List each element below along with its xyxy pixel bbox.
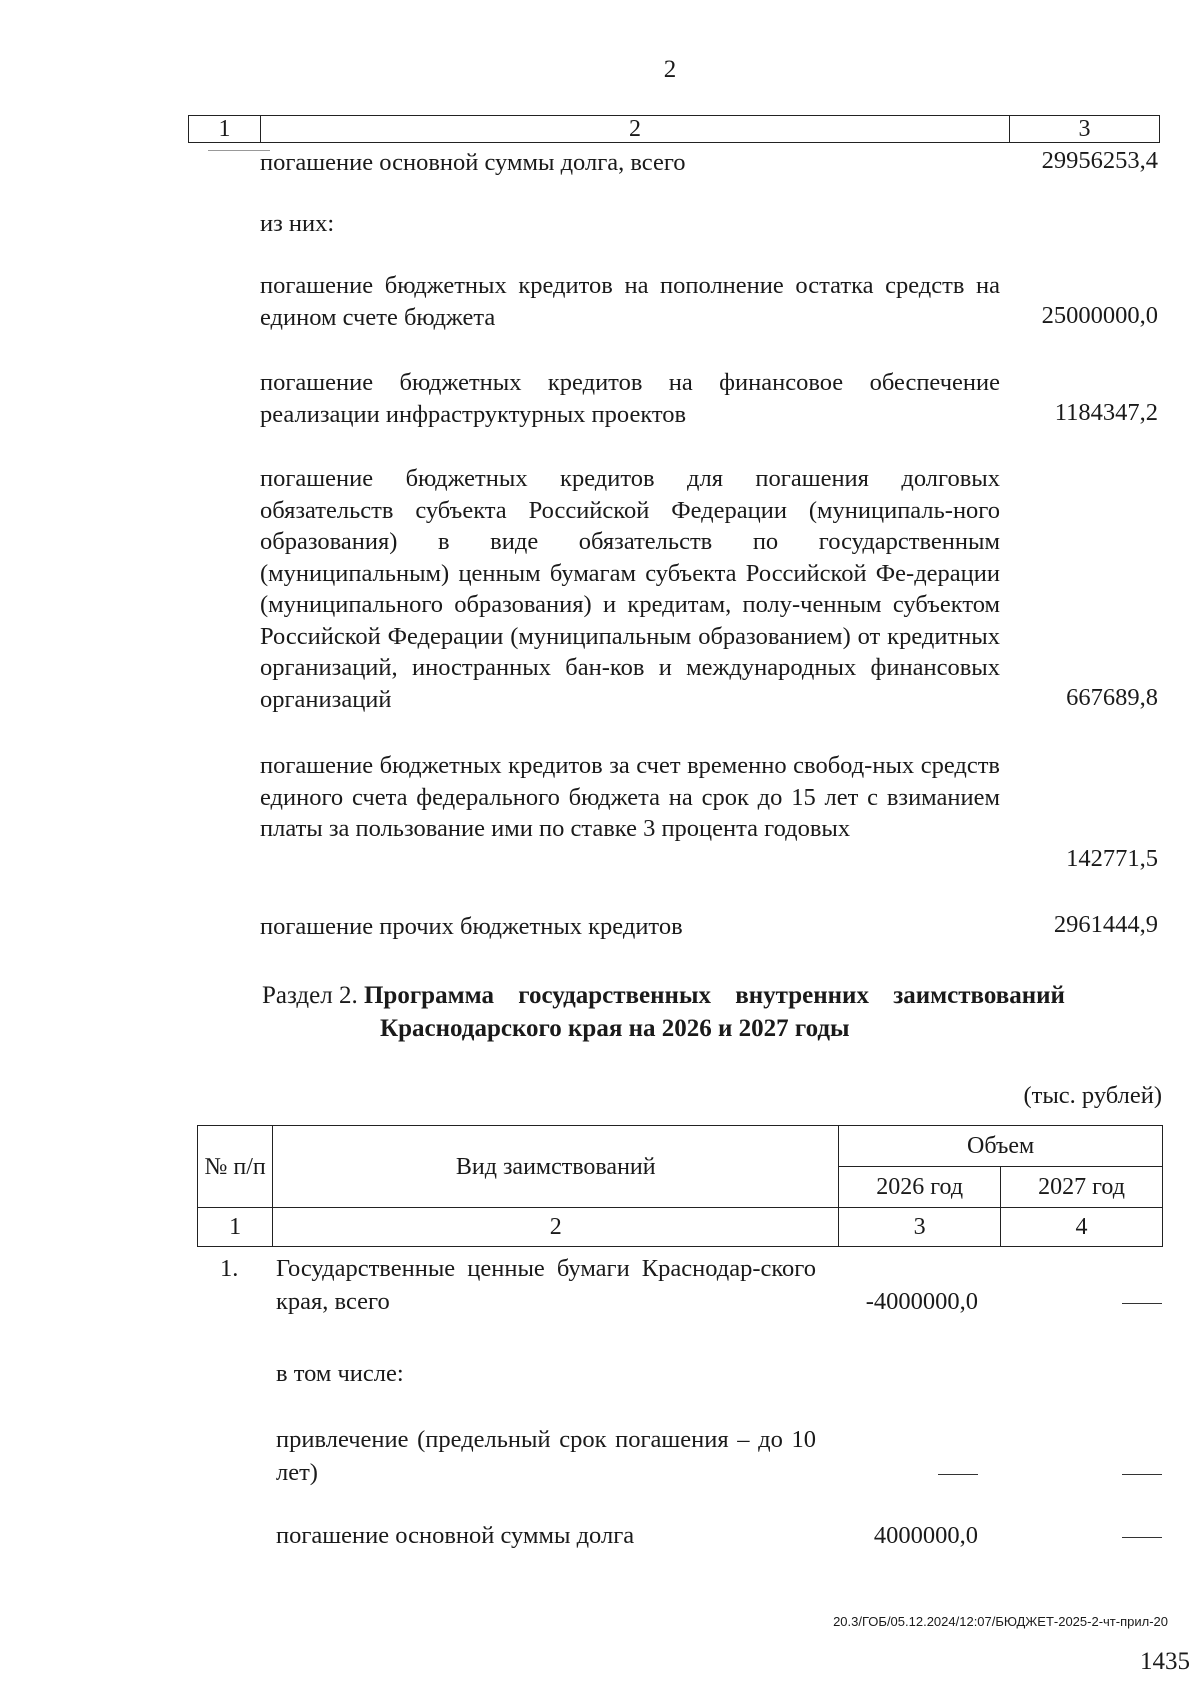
strip-col-1: 1 xyxy=(189,116,261,142)
table-row-text: в том числе: xyxy=(276,1360,404,1387)
list-item: погашение бюджетных кредитов для погашения долговых обязательств субъекта Российской Федерации (муниципаль-ного образования) в виде обязательств по государственным (муниципальным) ценным бумагам субъекта Российской Фе-дерации (муниципального образования) и кредитам, полу-ченным субъектом Российской Федерации (муниципальным образованием) от кредитных организаций, иностранных бан-ков и международных финансовых организаций xyxy=(260,465,1000,713)
list-item: из них: xyxy=(260,210,335,237)
borrowings-table-header xyxy=(197,1125,1163,1247)
table-row-text: привлечение (предельный срок погашения – до 10 лет) xyxy=(276,1426,816,1486)
header-year-2027: 2027 год xyxy=(1001,1167,1163,1208)
sheet-number: 1435 xyxy=(1140,1648,1190,1675)
strip-col-2: 2 xyxy=(261,116,1010,142)
header-kind: Вид заимствований xyxy=(273,1126,839,1208)
value-2027-dash xyxy=(1090,1285,1162,1318)
section-title-line1: Программа государственных внутренних заимствований xyxy=(363,982,1065,1009)
row-value: 1184347,2 xyxy=(1054,399,1158,426)
units-note: (тыс. рублей) xyxy=(1023,1082,1162,1109)
header-index-4: 4 xyxy=(1001,1208,1163,1247)
page-number: 2 xyxy=(663,56,677,83)
header-year-2026: 2026 год xyxy=(839,1167,1001,1208)
list-item: погашение бюджетных кредитов на пополнение остатка средств на едином счете бюджета xyxy=(260,272,1000,331)
strip-col-3: 3 xyxy=(1078,115,1091,142)
row-value: 142771,5 xyxy=(1066,845,1158,872)
table-row-text: погашение основной суммы долга xyxy=(276,1522,635,1549)
row-value: 2961444,9 xyxy=(1053,911,1158,938)
section-label: Раздел 2. xyxy=(262,982,358,1009)
row-value: 25000000,0 xyxy=(1041,302,1158,329)
header-index-3: 3 xyxy=(839,1208,1001,1247)
row-value: 667689,8 xyxy=(1066,684,1158,711)
document-code: 20.3/ГОБ/05.12.2024/12:07/БЮДЖЕТ-2025-2-чт-прил-20 xyxy=(833,1614,1168,1629)
table-row-text: Государственные ценные бумаги Краснодар-ского края, всего xyxy=(276,1255,816,1315)
header-volume: Объем xyxy=(839,1126,1163,1167)
header-index-2: 2 xyxy=(273,1208,839,1247)
header-index-1: 1 xyxy=(198,1208,273,1247)
row-number: 1. xyxy=(220,1255,239,1282)
row-value: 29956253,4 xyxy=(1041,147,1158,174)
list-item: погашение бюджетных кредитов за счет временно свобод-ных средств единого счета федерального бюджета на срок до 15 лет с взиманием платы за пользование ими по ставке 3 процента годовых xyxy=(260,752,1000,842)
section-title-line2: Краснодарского края на 2026 и 2027 годы xyxy=(380,1015,850,1042)
column-number-strip xyxy=(188,115,1160,143)
value-2026: 4000000,0 xyxy=(873,1522,978,1549)
list-item: погашение бюджетных кредитов на финансовое обеспечение реализации инфраструктурных проектов xyxy=(260,369,1000,428)
list-item: погашение основной суммы долга, всего xyxy=(260,149,686,176)
list-item: погашение прочих бюджетных кредитов xyxy=(260,913,683,940)
section-heading xyxy=(262,979,1160,1045)
header-num: № п/п xyxy=(198,1126,273,1208)
value-2027-dash xyxy=(1090,1456,1162,1489)
value-2027-dash xyxy=(1090,1519,1162,1552)
value-2026: -4000000,0 xyxy=(865,1288,978,1315)
value-2026-dash xyxy=(820,1456,978,1489)
